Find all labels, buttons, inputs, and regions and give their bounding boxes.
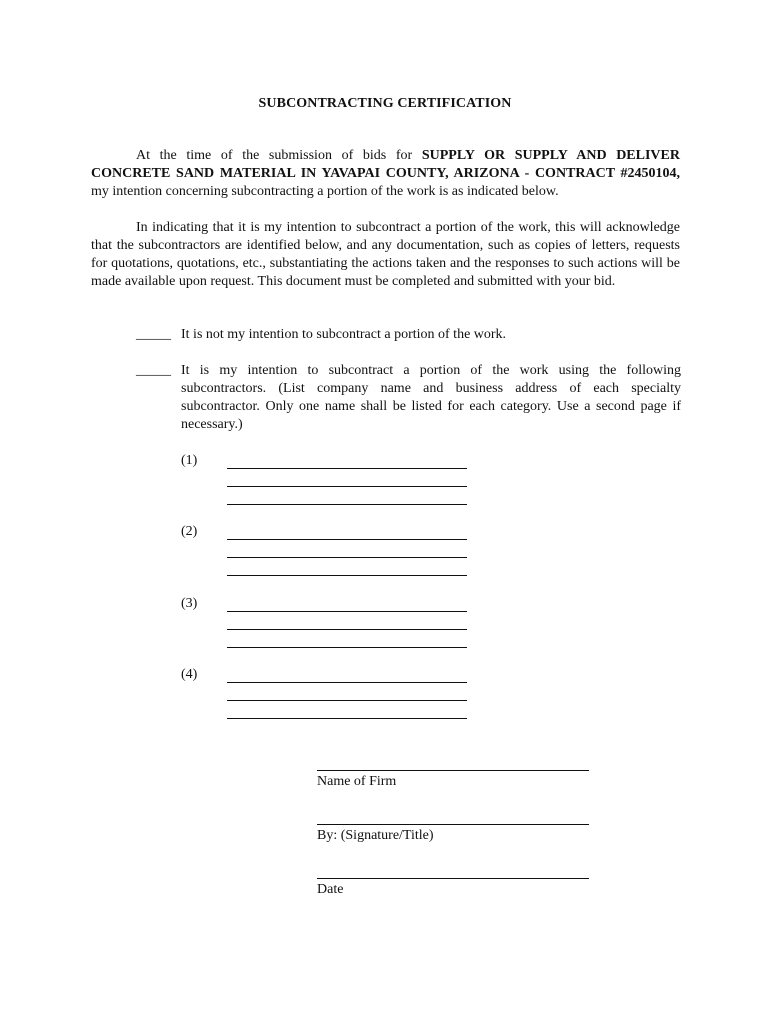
subcontractor-line[interactable] <box>227 557 467 558</box>
intro-outro-text: my intention concerning subcontracting a portion of the work is as indicated below. <box>91 184 559 199</box>
subcontractor-line[interactable] <box>227 504 467 505</box>
option-no-subcontract-text: It is not my intention to subcontract a portion of the work. <box>181 327 507 342</box>
subcontractor-line[interactable] <box>227 575 467 576</box>
subcontractor-line[interactable] <box>227 647 467 648</box>
subcontractor-line[interactable] <box>227 486 467 487</box>
subcontractor-line[interactable] <box>227 629 467 630</box>
firm-name-line[interactable] <box>317 770 589 771</box>
intro-text: At the time of the submission of bids for <box>136 148 422 163</box>
project-name: SUPPLY OR SUPPLY AND DELIVER CONCRETE SAND MATERIAL IN YAVAPAI COUNTY, ARIZONA - CONTRACT #2450104, <box>91 148 680 181</box>
firm-name-label: Name of Firm <box>317 774 397 789</box>
subcontractor-line[interactable] <box>227 682 467 683</box>
subcontractor-line[interactable] <box>227 468 467 469</box>
option-subcontract-blank[interactable]: _____ <box>136 363 171 378</box>
intro-paragraph <box>91 147 680 201</box>
signature-line[interactable] <box>317 824 589 825</box>
subcontractor-number: (2) <box>181 524 198 539</box>
acknowledgement-text: In indicating that it is my intention to subcontract a portion of the work, this will acknowledge that the subcontractors are identified below, and any documentation, such as copies of letters, requests for quotations, quotations, etc., substantiating the actions taken and the responses to such actions will be made available upon request. This document must be completed and submitted with your bid. <box>91 220 680 289</box>
document-title: SUBCONTRACTING CERTIFICATION <box>258 96 512 111</box>
subcontractor-number: (1) <box>181 453 198 468</box>
subcontractor-line[interactable] <box>227 539 467 540</box>
subcontractor-line[interactable] <box>227 700 467 701</box>
acknowledgement-paragraph <box>91 219 680 291</box>
subcontractor-line[interactable] <box>227 611 467 612</box>
date-label: Date <box>317 882 344 897</box>
option-no-subcontract-blank[interactable]: _____ <box>136 327 171 342</box>
subcontractor-number: (3) <box>181 596 198 611</box>
option-subcontract-text: It is my intention to subcontract a portion of the work using the following subcontractors. (List company name and business address of each specialty subcontractor. Only one name shall be listed for each category. Use a second page if necessary.) <box>181 363 681 432</box>
signature-label: By: (Signature/Title) <box>317 828 434 843</box>
subcontractor-number: (4) <box>181 667 198 682</box>
date-line[interactable] <box>317 878 589 879</box>
subcontractor-line[interactable] <box>227 718 467 719</box>
